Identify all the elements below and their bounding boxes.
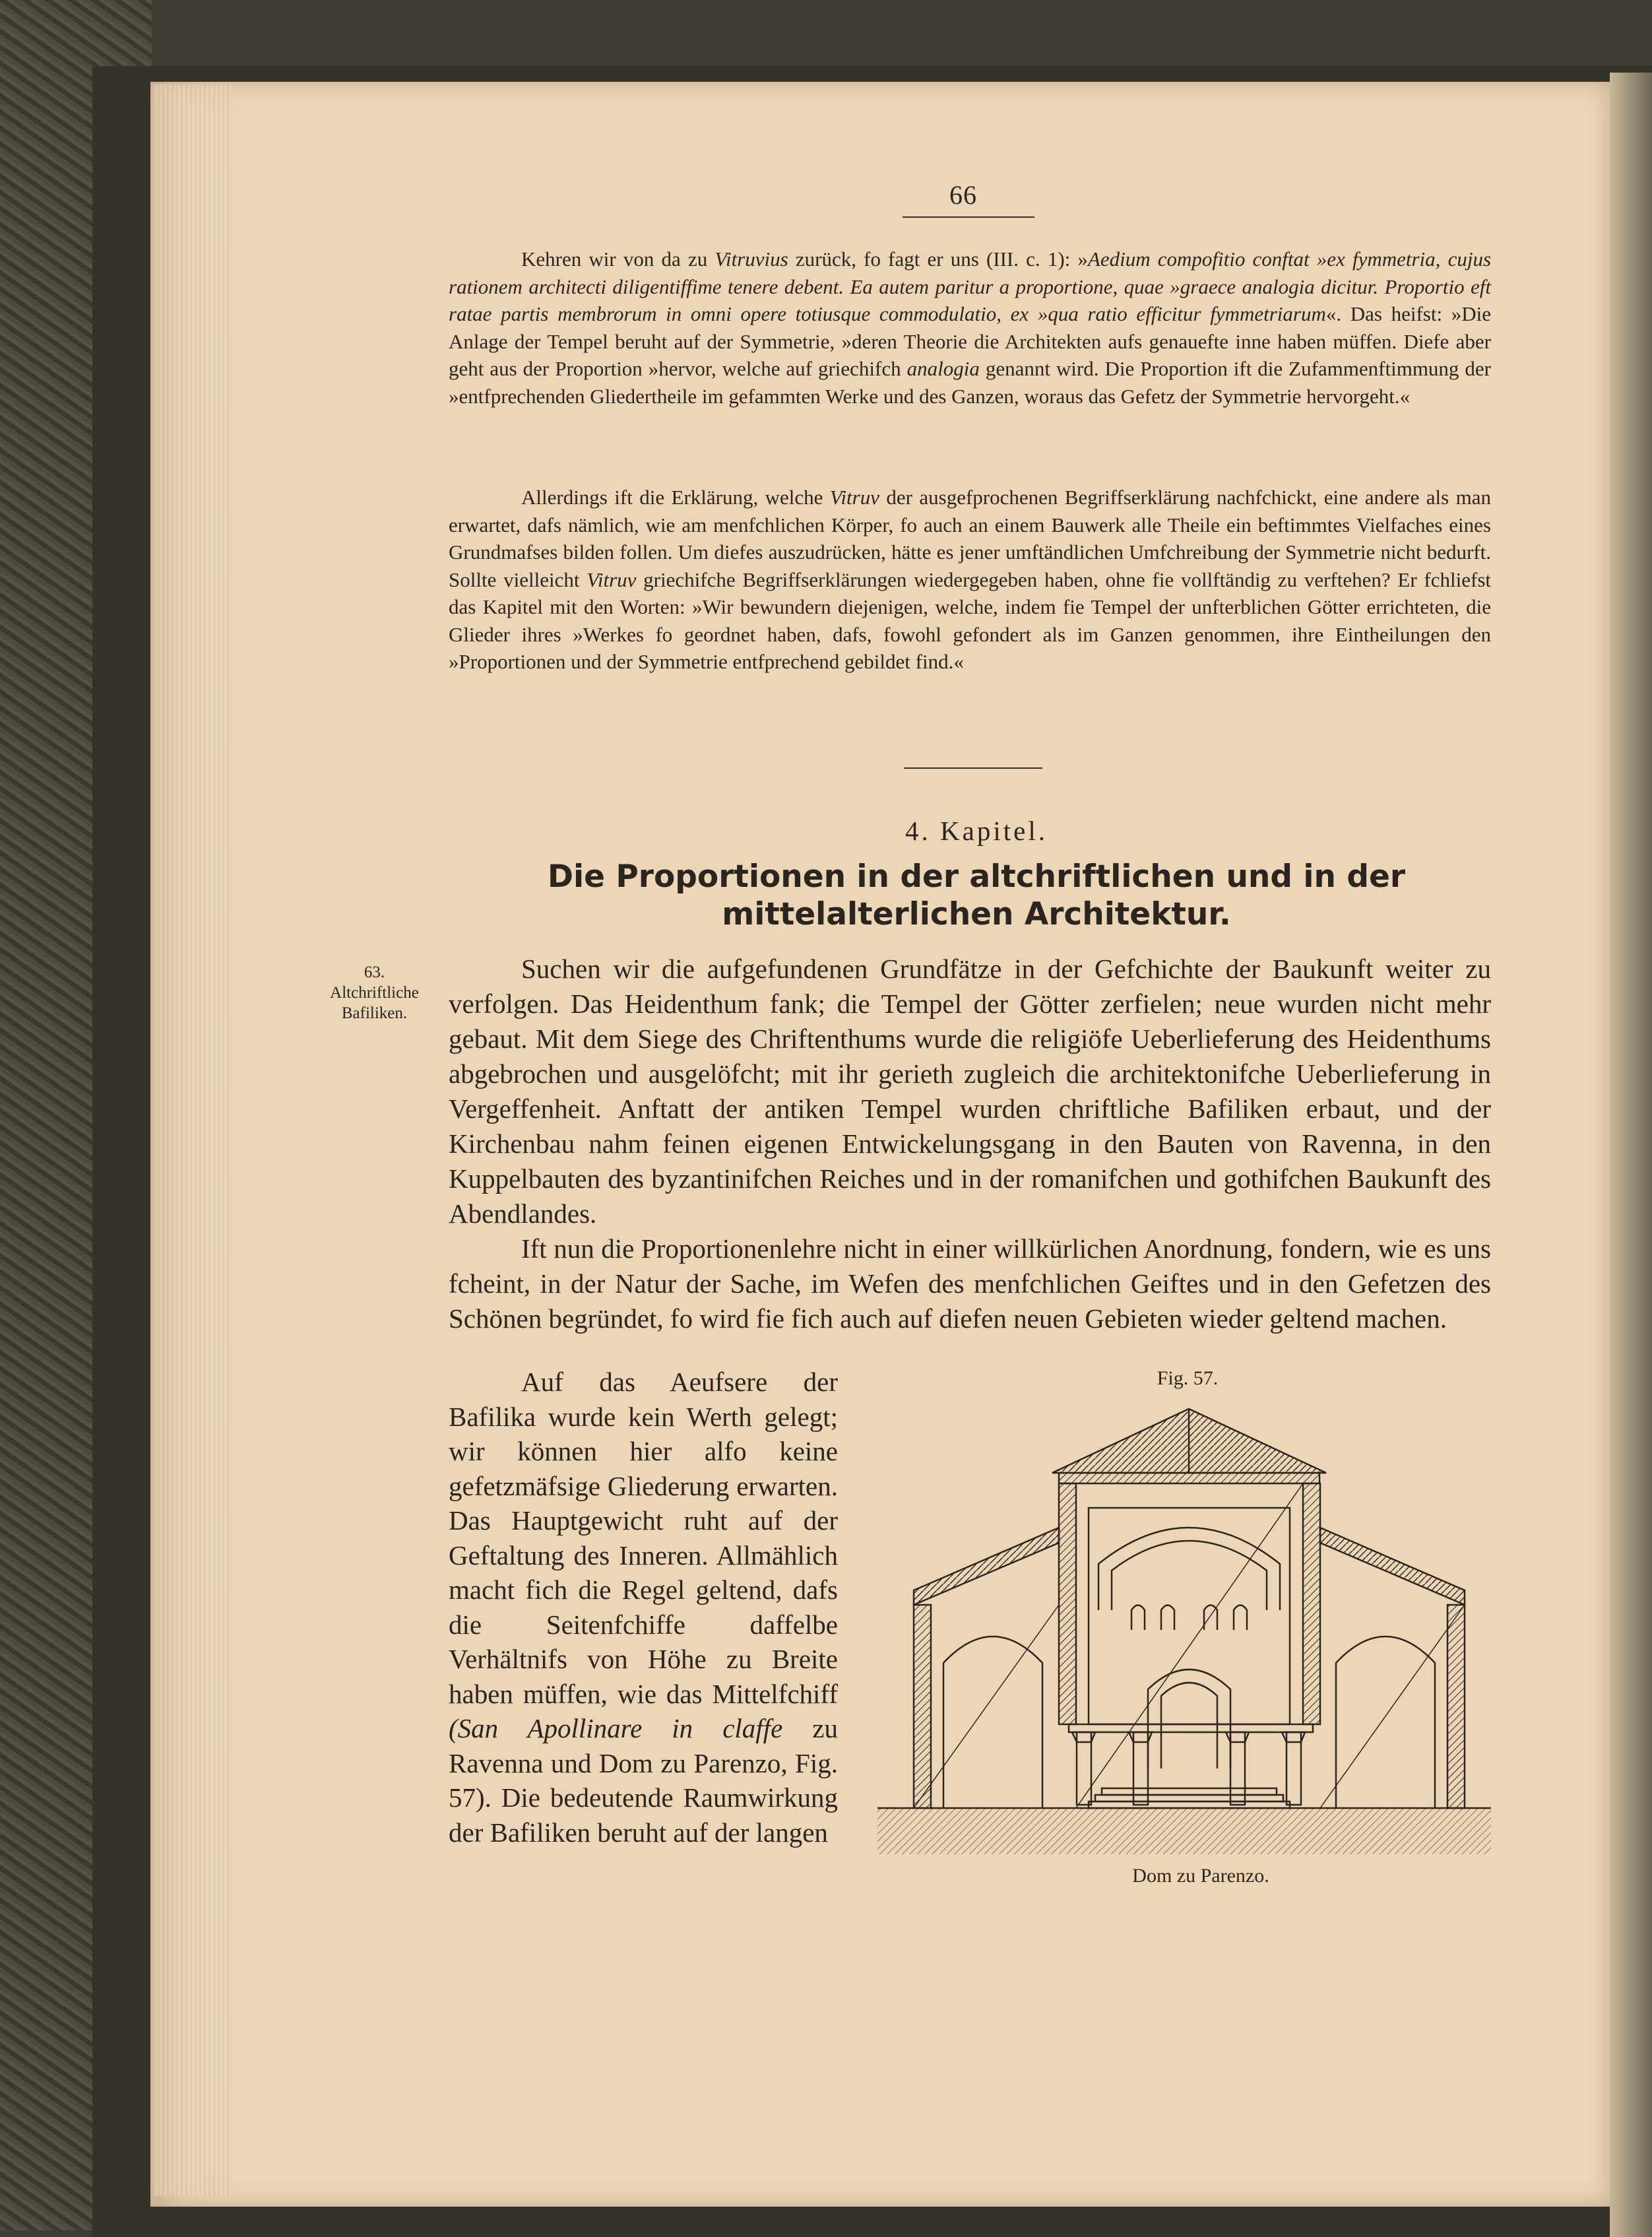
second-paragraph-text bbox=[449, 484, 1491, 676]
body-paragraph-1-text: Suchen wir die aufgefundenen Grundfätze in der Gefchichte der Baukunft weiter zu verfolgen. Das Heidenthum fank; die Tempel der Götter zerfielen; neue wurden nicht mehr gebaut. Mit dem Siege des Chriftenthums wurde die religiöfe Ueberlieferung des Heidenthums abgebrochen und ausgelöfcht; mit ihr gerieth zugleich die architektonifche Ueberlieferung in Vergeffenheit. Anftatt der antiken Tempel wurden chriftliche Bafiliken erbaut, und der Kirchenbau nahm feinen eigenen Entwickelungsgang in den Bauten von Ravenna, in den Kuppelbauten des byzantinifchen Reiches und in der romanifchen und gothifchen Baukunft des Abendlandes. bbox=[449, 954, 1491, 1229]
text-run: Allerdings ift die Erklärung, welche bbox=[521, 486, 830, 509]
text-run: «. Das heifst: »Die Anlage der Tempel beruht auf der Symmetrie, »deren Theorie die Architekten aufs genauefte inne haben müffen. Diefe aber geht aus der Proportion »hervor, welche auf griechifch bbox=[449, 302, 1491, 380]
margin-note-number: 63. bbox=[364, 963, 385, 981]
latin-quotation: Aedium compofitio conftat »ex fymmetria, cujus rationem architecti diligentiffime tenere debent. Ea autem paritur a proportione, quae »graece analogia dicitur. Proportio eft ratae partis membrorum in omni opere totiusque commodulatio, ex »qua ratio efficitur fymmetriarum bbox=[449, 247, 1492, 325]
text-run: der ausgefprochenen Begriffserklärung nachfchickt, eine andere als man erwartet, dafs nämlich, wie am menfchlichen Körper, fo auch an einem Bauwerk alle Theile ein beftimmtes Vielfaches eines Grundmafses bilden follen. Um diefes auszudrücken, hätte es jener umftändlichen Umfchreibung der Symmetrie nicht bedurft. Sollte vielleicht bbox=[449, 486, 1491, 591]
second-paragraph bbox=[449, 484, 1491, 676]
text-run: zu Ravenna und Dom zu Parenzo, Fig. 57). Die bedeutende Raumwirkung der Bafiliken beruht auf der langen bbox=[449, 1713, 838, 1848]
page-number: 66 bbox=[949, 180, 977, 210]
text-run: Auf das Aeufsere der Bafilika wurde kein Werth gelegt; wir können hier alfo keine gefetzmäfsige Gliederung erwarten. Das Hauptgewicht ruht auf der Geftaltung des Inneren. Allmählich macht fich die Regel geltend, dafs die Seitenfchiffe daffelbe Verhältnifs von Höhe zu Breite haben müffen, wie das Mittelfchiff bbox=[449, 1367, 838, 1709]
body-paragraph-1 bbox=[449, 952, 1491, 1231]
margin-note-text: Altchriftliche Bafiliken. bbox=[330, 984, 419, 1022]
page-block-edges bbox=[153, 84, 232, 2196]
basilica-cross-section-drawing bbox=[871, 1392, 1498, 1867]
chapter-title: Die Proportionen in der altchriftlichen und in der mittelalterlichen Architektur. bbox=[547, 859, 1406, 932]
text-run: zurück, fo fagt er uns (III. c. 1): » bbox=[788, 247, 1088, 271]
text-run: Kehren wir von da zu bbox=[521, 247, 715, 271]
page-number-rule bbox=[903, 216, 1034, 218]
margin-note bbox=[313, 962, 435, 1023]
quote-paragraph bbox=[449, 245, 1491, 410]
figure-caption: Dom zu Parenzo. bbox=[1132, 1865, 1269, 1887]
body-paragraph-2-text: Ift nun die Proportionenlehre nicht in einer willkürlichen Anordnung, fondern, wie es uns fcheint, in der Natur der Sache, im Wefen des menfchlichen Geiftes und in den Gefetzen des Schönen begründet, fo wird fie fich auch auf diefen neuen Gebieten wieder geltend machen. bbox=[449, 1233, 1491, 1334]
facing-page-edge bbox=[1610, 73, 1652, 2237]
author-name: Vitruv bbox=[829, 486, 879, 509]
greek-term: analogia bbox=[906, 357, 980, 380]
section-divider bbox=[904, 767, 1042, 769]
author-name: Vitruv bbox=[587, 567, 637, 591]
quote-paragraph-text bbox=[449, 245, 1491, 410]
text-run: griechifche Begriffserklärungen wiedergegeben haben, ohne fie vollftändig zu verftehen? Er fchliefst das Kapitel mit den Worten: »Wir bewundern diejenigen, welche, indem fie Tempel der unfterblichen Götter errichteten, die Glieder ihres »Werkes fo geordnet haben, dafs, fowohl gefondert als im Ganzen genommen, ihre Eintheilungen den »Proportionen und der Symmetrie entfprechend gebildet find.« bbox=[449, 567, 1491, 673]
author-name: Vitruvius bbox=[715, 247, 788, 271]
column-paragraph-text bbox=[449, 1365, 838, 1850]
church-name: (San Apollinare in claffe bbox=[449, 1713, 783, 1743]
column-paragraph bbox=[449, 1365, 838, 1850]
figure-label: Fig. 57. bbox=[1157, 1367, 1219, 1389]
text-run: genannt wird. Die Proportion ift die Zufammenftimmung der »entfprechenden Gliedertheile im gefammten Werke und des Ganzen, woraus das Gefetz der Symmetrie hervorgeht.« bbox=[449, 357, 1491, 408]
chapter-label: 4. Kapitel. bbox=[905, 816, 1048, 846]
body-paragraph-2 bbox=[449, 1231, 1491, 1336]
